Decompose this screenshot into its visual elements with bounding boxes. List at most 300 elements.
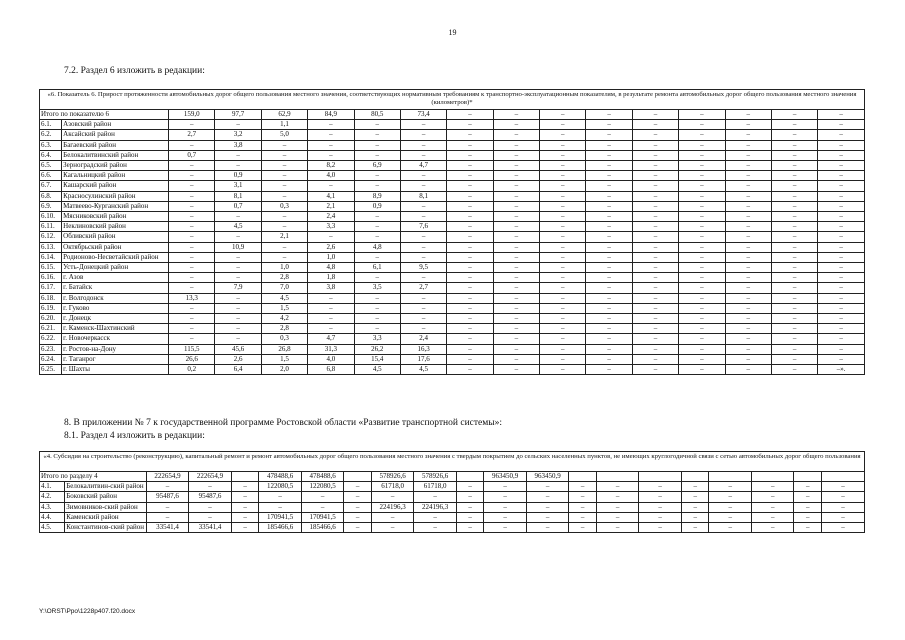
value-cell: – (771, 252, 817, 262)
value-cell: –». (818, 365, 865, 375)
value-cell: – (586, 283, 632, 293)
value-cell: – (526, 523, 568, 533)
value-cell: – (484, 502, 526, 512)
row-label: Зерноградский район (62, 161, 169, 171)
value-cell: – (586, 334, 632, 344)
row-label: Итого по показателю 6 (40, 110, 169, 120)
value-cell: – (725, 130, 771, 140)
value-cell: – (632, 293, 678, 303)
value-cell: – (354, 212, 400, 222)
table-row (40, 472, 865, 482)
row-label: г. Таганрог (62, 354, 169, 364)
value-cell: – (586, 140, 632, 150)
value-cell: – (231, 482, 259, 492)
value-cell: – (725, 201, 771, 211)
value-cell: – (679, 344, 725, 354)
table-row (40, 201, 865, 211)
value-cell: – (679, 365, 725, 375)
value-cell: – (400, 273, 446, 283)
value-cell: – (681, 512, 709, 522)
value-cell: 159,0 (169, 110, 215, 120)
table-row (40, 120, 865, 130)
value-cell: – (354, 232, 400, 242)
value-cell: – (818, 232, 865, 242)
value-cell: – (679, 334, 725, 344)
value-cell: – (447, 252, 493, 262)
value-cell: – (818, 263, 865, 273)
value-cell: 26,8 (261, 344, 307, 354)
value-cell: – (354, 130, 400, 140)
value-cell: – (725, 181, 771, 191)
row-number: 6.16. (40, 273, 62, 283)
row-label: Белокалитвин-ский район (65, 482, 147, 492)
value-cell: – (771, 273, 817, 283)
value-cell: – (400, 181, 446, 191)
value-cell: – (818, 130, 865, 140)
value-cell: – (679, 150, 725, 160)
value-cell: – (632, 283, 678, 293)
value-cell: – (794, 502, 822, 512)
value-cell: 185466,6 (259, 523, 301, 533)
value-cell (596, 472, 638, 482)
value-cell: – (725, 242, 771, 252)
value-cell: – (169, 303, 215, 313)
value-cell: – (169, 232, 215, 242)
row-label: Белокалитвинский район (62, 150, 169, 160)
table-caption-row (40, 452, 865, 472)
value-cell: – (231, 512, 259, 522)
value-cell: – (400, 232, 446, 242)
value-cell: – (447, 334, 493, 344)
value-cell: 6,8 (308, 365, 354, 375)
value-cell: – (540, 191, 586, 201)
value-cell: – (215, 314, 261, 324)
value-cell: – (414, 512, 456, 522)
value-cell: 3,3 (354, 334, 400, 344)
row-label: Усть-Донецкий район (62, 263, 169, 273)
row-label: Родионово-Несветайский район (62, 252, 169, 262)
value-cell (822, 472, 865, 482)
value-cell: – (344, 482, 372, 492)
value-cell: – (596, 482, 638, 492)
value-cell: – (146, 502, 188, 512)
value-cell: – (301, 492, 343, 502)
value-cell: – (447, 222, 493, 232)
value-cell: – (447, 232, 493, 242)
row-label: Боковский район (65, 492, 147, 502)
value-cell: – (632, 324, 678, 334)
value-cell: – (231, 502, 259, 512)
value-cell: – (447, 293, 493, 303)
value-cell: – (771, 191, 817, 201)
value-cell: – (169, 140, 215, 150)
value-cell: 31,3 (308, 344, 354, 354)
value-cell: – (818, 344, 865, 354)
value-cell: – (261, 212, 307, 222)
value-cell: – (596, 512, 638, 522)
value-cell (709, 472, 751, 482)
value-cell: – (771, 283, 817, 293)
value-cell: – (818, 201, 865, 211)
row-label: Азовский район (62, 120, 169, 130)
value-cell: 8,1 (215, 191, 261, 201)
value-cell: – (493, 252, 539, 262)
value-cell: – (586, 232, 632, 242)
value-cell: – (215, 263, 261, 273)
value-cell: – (679, 293, 725, 303)
table-row (40, 222, 865, 232)
value-cell: 17,6 (400, 354, 446, 364)
row-number: 4.3. (40, 502, 65, 512)
value-cell: – (679, 110, 725, 120)
value-cell: – (818, 354, 865, 364)
table-row (40, 110, 865, 120)
value-cell: – (447, 201, 493, 211)
value-cell: – (215, 334, 261, 344)
value-cell: – (259, 492, 301, 502)
value-cell: – (540, 212, 586, 222)
value-cell: – (215, 273, 261, 283)
table-row (40, 150, 865, 160)
value-cell: – (771, 344, 817, 354)
value-cell: 122080,5 (301, 482, 343, 492)
row-label: Кагальницкий район (62, 171, 169, 181)
value-cell: – (447, 140, 493, 150)
value-cell: – (818, 110, 865, 120)
value-cell: – (586, 191, 632, 201)
value-cell: – (540, 314, 586, 324)
value-cell: – (540, 365, 586, 375)
value-cell: – (586, 201, 632, 211)
value-cell: – (308, 314, 354, 324)
value-cell: – (679, 181, 725, 191)
value-cell: – (771, 314, 817, 324)
value-cell: 13,3 (169, 293, 215, 303)
value-cell: – (725, 334, 771, 344)
value-cell: – (818, 242, 865, 252)
value-cell: – (725, 191, 771, 201)
value-cell: – (586, 222, 632, 232)
value-cell: – (261, 140, 307, 150)
value-cell: – (308, 140, 354, 150)
value-cell: – (493, 324, 539, 334)
value-cell: – (632, 314, 678, 324)
row-number: 6.12. (40, 232, 62, 242)
value-cell: – (169, 161, 215, 171)
value-cell: – (771, 293, 817, 303)
table-row (40, 502, 865, 512)
value-cell: – (169, 252, 215, 262)
row-number: 6.20. (40, 314, 62, 324)
value-cell: 2,6 (308, 242, 354, 252)
value-cell: – (261, 161, 307, 171)
value-cell: 2,4 (400, 334, 446, 344)
value-cell: – (596, 523, 638, 533)
value-cell: – (681, 502, 709, 512)
value-cell: – (586, 252, 632, 262)
value-cell: 4,8 (308, 263, 354, 273)
value-cell: – (371, 523, 413, 533)
value-cell: – (632, 212, 678, 222)
value-cell: – (639, 523, 681, 533)
row-number: 6.13. (40, 242, 62, 252)
value-cell: – (447, 120, 493, 130)
table-row (40, 314, 865, 324)
value-cell: 3,1 (215, 181, 261, 191)
value-cell: 4,5 (261, 293, 307, 303)
value-cell: – (308, 324, 354, 334)
value-cell: – (679, 222, 725, 232)
value-cell: – (725, 212, 771, 222)
value-cell: – (447, 181, 493, 191)
value-cell: – (169, 334, 215, 344)
value-cell: 222654,9 (146, 472, 188, 482)
row-number: 6.18. (40, 293, 62, 303)
value-cell: 26,6 (169, 354, 215, 364)
row-label: Мясниковский район (62, 212, 169, 222)
value-cell: 2,8 (261, 273, 307, 283)
table-row (40, 283, 865, 293)
table-row (40, 293, 865, 303)
value-cell: – (771, 150, 817, 160)
value-cell: – (569, 512, 597, 522)
value-cell: – (586, 181, 632, 191)
value-cell: 7,0 (261, 283, 307, 293)
value-cell (794, 472, 822, 482)
value-cell: – (632, 130, 678, 140)
value-cell: 80,5 (354, 110, 400, 120)
value-cell: – (400, 252, 446, 262)
value-cell: – (725, 365, 771, 375)
value-cell: 0,3 (261, 334, 307, 344)
table-row (40, 263, 865, 273)
value-cell: – (794, 512, 822, 522)
value-cell: – (493, 293, 539, 303)
value-cell: – (771, 171, 817, 181)
value-cell: 8,1 (400, 191, 446, 201)
value-cell: – (818, 334, 865, 344)
value-cell: – (586, 212, 632, 222)
value-cell: – (169, 171, 215, 181)
row-label: г. Азов (62, 273, 169, 283)
table-caption: «6. Показатель 6. Прирост протяженности автомобильных дорог общего пользования местного значения, соответствующих нормативным требованиям к транспортно-эксплуатационным показателям, в результате ремонта автомобильных дорог общего пользования местного значения (километров)* (40, 90, 865, 110)
row-label: Матвеево-Курганский район (62, 201, 169, 211)
value-cell: – (215, 161, 261, 171)
row-label: Итого по разделу 4 (40, 472, 147, 482)
value-cell: – (725, 354, 771, 364)
row-label: Неклиновский район (62, 222, 169, 232)
value-cell: 2,8 (261, 324, 307, 334)
table-row (40, 161, 865, 171)
value-cell: – (400, 201, 446, 211)
value-cell: – (569, 482, 597, 492)
value-cell: – (632, 120, 678, 130)
value-cell: – (540, 303, 586, 313)
value-cell: – (231, 523, 259, 533)
value-cell: – (586, 303, 632, 313)
value-cell: – (447, 130, 493, 140)
value-cell: – (632, 365, 678, 375)
value-cell: – (400, 130, 446, 140)
value-cell: – (447, 365, 493, 375)
value-cell: – (493, 222, 539, 232)
value-cell: – (540, 263, 586, 273)
value-cell: – (344, 523, 372, 533)
value-cell: 61718,0 (414, 482, 456, 492)
value-cell: – (354, 303, 400, 313)
value-cell: 4,5 (215, 222, 261, 232)
value-cell: 26,2 (354, 344, 400, 354)
value-cell: – (169, 283, 215, 293)
value-cell: – (400, 212, 446, 222)
value-cell: – (400, 140, 446, 150)
value-cell: – (725, 252, 771, 262)
value-cell: – (308, 130, 354, 140)
value-cell: – (526, 502, 568, 512)
row-label: г. Новочеркасск (62, 334, 169, 344)
value-cell: – (751, 512, 793, 522)
value-cell: 8,2 (308, 161, 354, 171)
row-label: г. Каменск-Шахтинский (62, 324, 169, 334)
value-cell: – (818, 283, 865, 293)
value-cell: – (447, 212, 493, 222)
value-cell: – (681, 482, 709, 492)
value-cell: – (794, 492, 822, 502)
file-path-footer: Y:\ORST\Ppo\1228p407.f20.docx (39, 608, 136, 615)
page-number: 19 (448, 28, 457, 37)
value-cell: – (725, 263, 771, 273)
value-cell: – (681, 492, 709, 502)
table-row (40, 334, 865, 344)
value-cell: – (596, 492, 638, 502)
value-cell: – (484, 512, 526, 522)
value-cell: – (371, 512, 413, 522)
value-cell: 578926,6 (414, 472, 456, 482)
value-cell: 3,2 (215, 130, 261, 140)
value-cell: 1,8 (308, 273, 354, 283)
value-cell: – (540, 150, 586, 160)
value-cell: 0,9 (354, 201, 400, 211)
value-cell: 4,5 (354, 365, 400, 375)
value-cell (751, 472, 793, 482)
value-cell: – (771, 161, 817, 171)
value-cell: – (493, 232, 539, 242)
value-cell: – (447, 191, 493, 201)
row-number: 4.2. (40, 492, 65, 502)
value-cell: – (400, 242, 446, 252)
value-cell: – (308, 120, 354, 130)
value-cell: – (709, 512, 751, 522)
row-label: Кашарский район (62, 181, 169, 191)
value-cell: – (639, 512, 681, 522)
value-cell: – (818, 181, 865, 191)
value-cell: – (771, 120, 817, 130)
value-cell: – (215, 150, 261, 160)
row-number: 4.4. (40, 512, 65, 522)
table-row (40, 303, 865, 313)
row-number: 6.23. (40, 344, 62, 354)
value-cell: – (771, 324, 817, 334)
value-cell: – (725, 171, 771, 181)
table-row (40, 492, 865, 502)
value-cell: – (632, 150, 678, 160)
row-number: 6.14. (40, 252, 62, 262)
row-label: Зимовников-ский район (65, 502, 147, 512)
value-cell: 5,0 (261, 130, 307, 140)
value-cell: – (569, 523, 597, 533)
value-cell: 4,5 (400, 365, 446, 375)
row-label: Багаевский район (62, 140, 169, 150)
value-cell: – (261, 191, 307, 201)
value-cell: 4,8 (354, 242, 400, 252)
value-cell: – (586, 324, 632, 334)
row-label: г. Ростов-на-Дону (62, 344, 169, 354)
value-cell: – (215, 252, 261, 262)
value-cell: – (725, 344, 771, 354)
value-cell: 62,9 (261, 110, 307, 120)
value-cell: – (586, 263, 632, 273)
value-cell: – (447, 110, 493, 120)
value-cell: – (354, 314, 400, 324)
value-cell: 2,7 (400, 283, 446, 293)
value-cell: – (169, 120, 215, 130)
value-cell: 2,1 (261, 232, 307, 242)
value-cell: – (344, 512, 372, 522)
value-cell: 478488,6 (259, 472, 301, 482)
row-number: 6.2. (40, 130, 62, 140)
value-cell: – (354, 120, 400, 130)
value-cell: – (818, 222, 865, 232)
value-cell: – (632, 140, 678, 150)
value-cell: – (540, 344, 586, 354)
table-row (40, 140, 865, 150)
value-cell: – (526, 482, 568, 492)
value-cell: 73,4 (400, 110, 446, 120)
value-cell: – (493, 263, 539, 273)
value-cell: – (586, 314, 632, 324)
table-row (40, 171, 865, 181)
table-row (40, 130, 865, 140)
value-cell: – (354, 222, 400, 232)
value-cell: – (493, 283, 539, 293)
value-cell: 6,1 (354, 263, 400, 273)
value-cell: – (169, 263, 215, 273)
value-cell: – (679, 130, 725, 140)
value-cell: – (169, 314, 215, 324)
value-cell: – (215, 293, 261, 303)
value-cell: – (493, 242, 539, 252)
value-cell: – (540, 242, 586, 252)
value-cell: – (540, 273, 586, 283)
table-row (40, 365, 865, 375)
value-cell: 95487,6 (189, 492, 231, 502)
value-cell: – (540, 110, 586, 120)
value-cell: – (354, 150, 400, 160)
value-cell: – (540, 161, 586, 171)
row-number: 6.5. (40, 161, 62, 171)
value-cell: 963450,9 (526, 472, 568, 482)
row-number: 6.8. (40, 191, 62, 201)
value-cell: – (540, 130, 586, 140)
value-cell: – (169, 222, 215, 232)
value-cell: – (586, 120, 632, 130)
value-cell: 4,0 (308, 171, 354, 181)
value-cell: – (354, 273, 400, 283)
row-number: 6.6. (40, 171, 62, 181)
value-cell: – (540, 222, 586, 232)
value-cell: 15,4 (354, 354, 400, 364)
table-row (40, 273, 865, 283)
